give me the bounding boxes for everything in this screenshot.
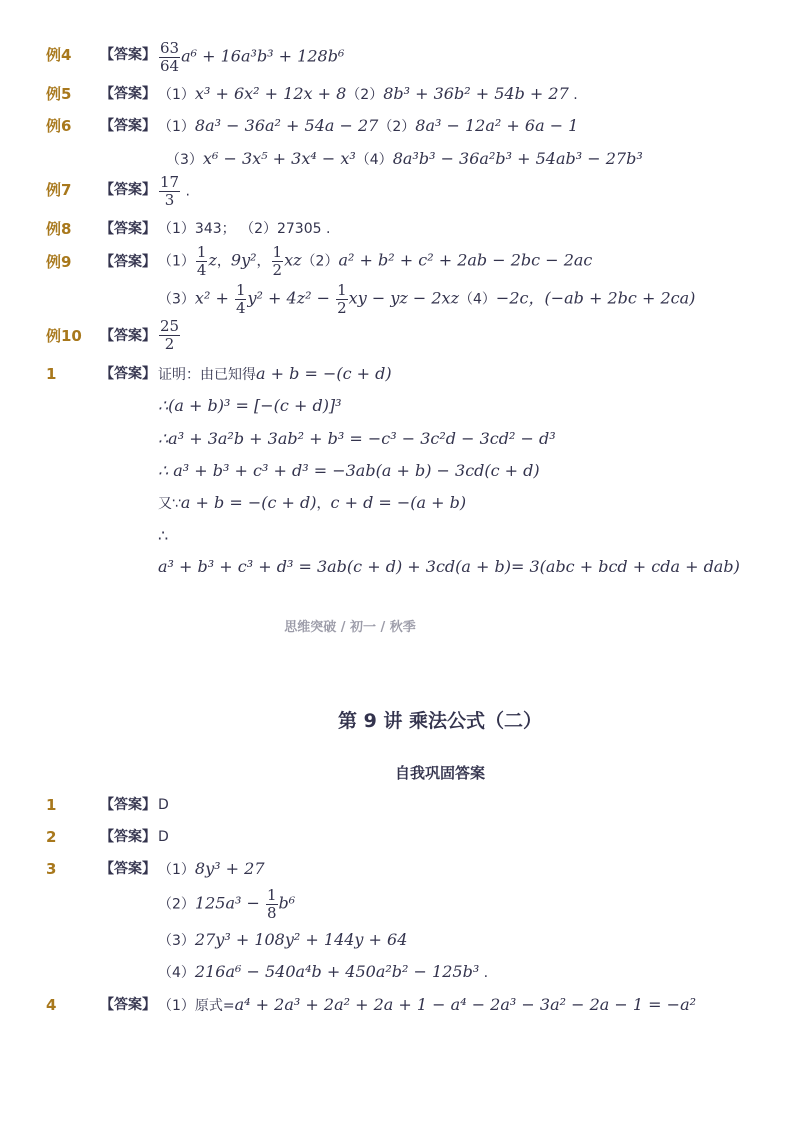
answer-tag: 【答案】 xyxy=(100,254,156,270)
fraction: $\frac{1}{4}$ xyxy=(196,243,207,279)
proof-line: ∴(a + b)³ = [−(c + d)]³ xyxy=(158,396,342,415)
lecture-title: 第 9 讲 乘法公式（二） xyxy=(337,710,543,732)
answer-tag: 【答案】 xyxy=(100,118,156,134)
answer-content: （2）125a³ − $\frac{1}{8}$ b⁶ xyxy=(158,886,296,922)
fraction: $\frac{17}{3}$ xyxy=(160,173,180,209)
answer-label: 例4 xyxy=(46,46,72,64)
answer-content: D xyxy=(158,797,169,813)
section-title: 自我巩固答案 xyxy=(394,764,485,782)
answer-content: （1） $\frac{1}{4}$ z，9y²， $\frac{1}{2}$ xz（2）a² + b² + c² + 2ab − 2bc − 2ac xyxy=(158,243,593,279)
answer-content xyxy=(158,318,181,353)
answer-tag: 【答案】 xyxy=(100,829,156,845)
answer-tag: 【答案】 xyxy=(100,221,156,237)
answer-content: $\frac{63}{64}$ a⁶ + 16a³b³ + 128b⁶ xyxy=(160,39,345,75)
answer-label: 1 xyxy=(46,365,57,383)
answer-label: 4 xyxy=(46,996,57,1014)
answer-tag: 【答案】 xyxy=(100,86,156,102)
answer-label: 例7 xyxy=(46,181,72,199)
fraction: $\frac{63}{64}$ xyxy=(160,39,180,75)
answer-content: （1）8a³ − 36a² + 54a − 27（2）8a³ − 12a² + 6a − 1 xyxy=(158,116,579,135)
answer-tag: 【答案】 xyxy=(100,797,156,813)
fraction: $\frac{1}{8}$ xyxy=(267,886,277,922)
proof-line: ∴ a³ + b³ + c³ + d³ = −3ab(a + b) − 3cd(c + d) xyxy=(158,461,540,480)
answer-content: （3）27y³ + 108y² + 144y + 64 xyxy=(158,930,408,949)
answer-label: 例5 xyxy=(46,85,72,103)
answer-tag: 【答案】 xyxy=(100,182,156,198)
fraction: $\frac{1}{4}$ xyxy=(235,281,246,317)
answer-content: D xyxy=(158,829,169,845)
fraction: $\frac{1}{2}$ xyxy=(337,281,347,317)
answer-tag: 【答案】 xyxy=(100,328,156,344)
answer-content: （1）x³ + 6x² + 12x + 8（2）8b³ + 36b² + 54b + 27 . xyxy=(158,84,578,103)
answer-tag: 【答案】 xyxy=(100,997,156,1013)
answer-tag: 【答案】 xyxy=(100,47,156,63)
fraction: $\frac{25}{2}$ xyxy=(160,317,180,353)
fraction: $\frac{1}{2}$ xyxy=(272,243,283,279)
answer-label: 2 xyxy=(46,828,57,846)
answer-content: （1）343； （2）27305 . xyxy=(158,221,331,237)
answer-content: $\frac{17}{3}$ . xyxy=(160,173,190,209)
answer-content: （1）8y³ + 27 xyxy=(158,859,265,878)
answer-label: 3 xyxy=(46,860,57,878)
answer-content: （4）216a⁶ − 540a⁴b + 450a²b² − 125b³ . xyxy=(158,962,489,981)
answer-content: （3）x⁶ − 3x⁵ + 3x⁴ − x³（4）8a³b³ − 36a²b³ + 54ab³ − 27b³ xyxy=(166,149,643,168)
answer-tag: 【答案】 xyxy=(100,861,156,877)
proof-line: a³ + b³ + c³ + d³ = 3ab(c + d) + 3cd(a + b)= 3(abc + bcd + cda + dab) xyxy=(158,557,740,576)
page-footer: 思维突破 / 初一 / 秋季 xyxy=(284,620,416,635)
proof-line: ∴ xyxy=(158,526,169,545)
answer-label: 例8 xyxy=(46,220,72,238)
answer-label: 1 xyxy=(46,796,57,814)
proof-line: 证明：由已知得a + b = −(c + d) xyxy=(158,364,392,383)
proof-line: ∴a³ + 3a²b + 3ab² + b³ = −c³ − 3c²d − 3cd² − d³ xyxy=(158,429,556,448)
proof-line: 又∵a + b = −(c + d)，c + d = −(a + b) xyxy=(158,493,467,512)
answer-content: （1）原式=a⁴ + 2a³ + 2a² + 2a + 1 − a⁴ − 2a³ − 3a² − 2a − 1 = −a² xyxy=(158,995,697,1014)
answer-label: 例6 xyxy=(46,117,72,135)
answer-label: 例9 xyxy=(46,253,72,271)
answer-tag: 【答案】 xyxy=(100,366,156,382)
answer-label: 例10 xyxy=(46,327,82,345)
answer-content: （3）x² + $\frac{1}{4}$ y² + 4z² − $\frac{1}{2}$ xy − yz − 2xz（4）−2c，(−ab + 2bc + 2ca) xyxy=(158,281,696,317)
